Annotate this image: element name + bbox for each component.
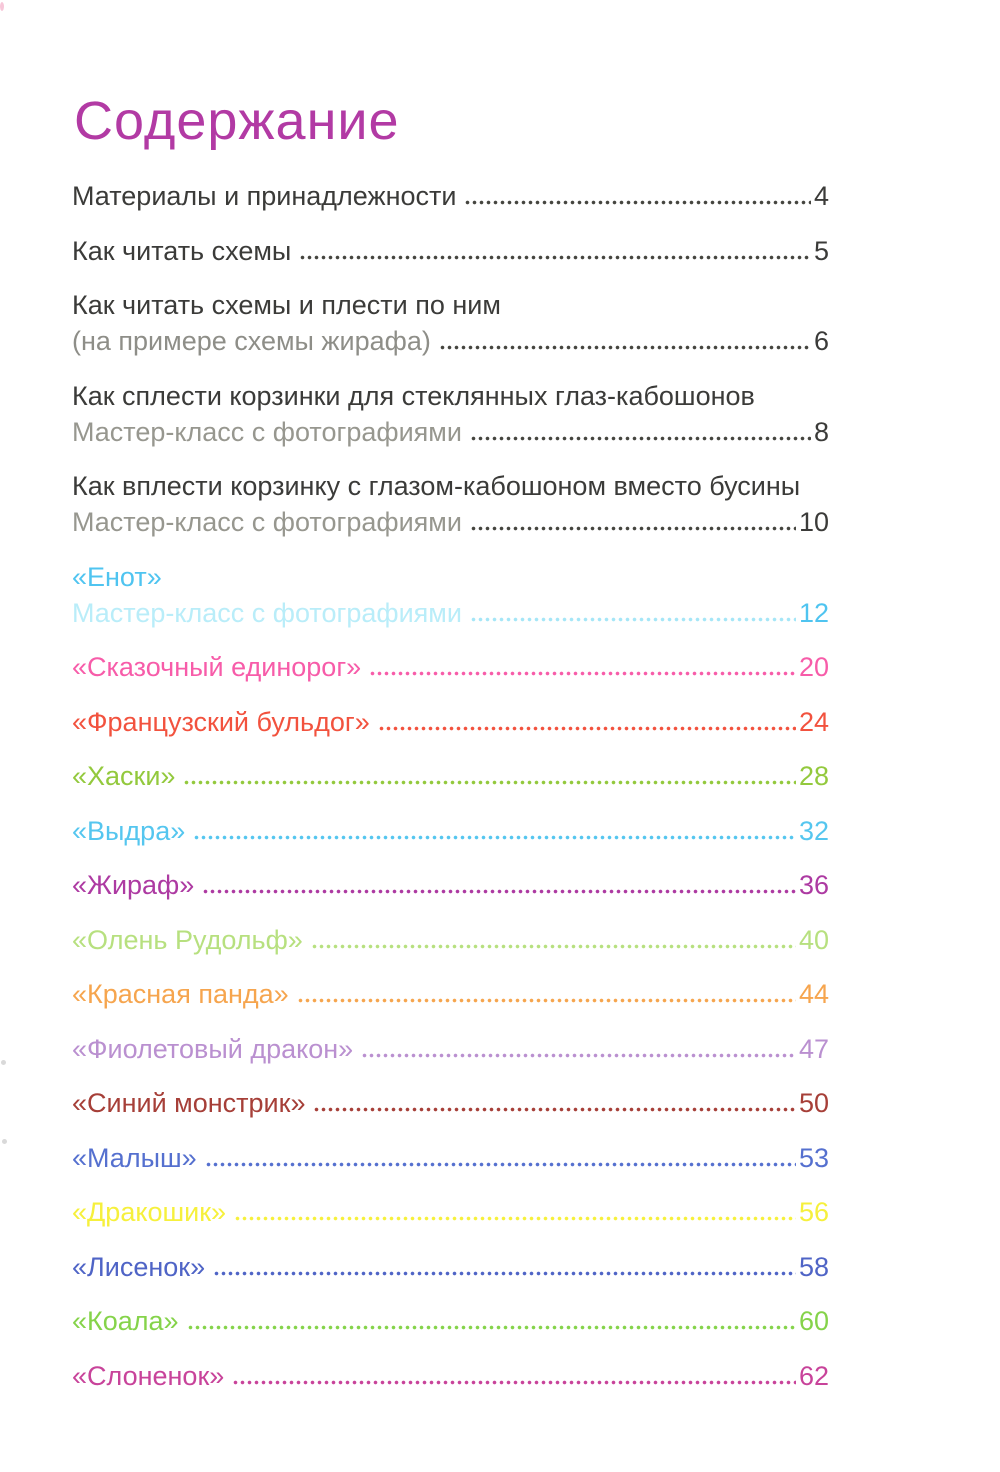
toc-entry-page-number: 47 bbox=[798, 1033, 829, 1064]
toc-entry-page-number: 62 bbox=[798, 1360, 829, 1391]
dotted-leader bbox=[312, 944, 796, 949]
toc-entry-page-number: 10 bbox=[798, 507, 829, 538]
toc-entry-title-line bbox=[72, 1251, 829, 1284]
toc-entry-title-line bbox=[72, 651, 829, 684]
toc-entry-subtitle-line bbox=[72, 506, 829, 539]
toc-entry-subtitle-line bbox=[72, 416, 829, 449]
toc-entry bbox=[72, 470, 829, 539]
toc-entry bbox=[72, 924, 829, 957]
toc-entry-page-number: 20 bbox=[798, 652, 829, 683]
toc-entry-title: «Синий монстрик» bbox=[72, 1088, 306, 1119]
dotted-leader bbox=[471, 436, 811, 441]
dotted-leader bbox=[314, 1107, 795, 1112]
toc-entry-page-number: 36 bbox=[798, 870, 829, 901]
toc-list bbox=[72, 180, 829, 1393]
toc-entry-title: «Дракошик» bbox=[72, 1197, 227, 1228]
dotted-leader bbox=[298, 998, 796, 1003]
toc-entry-title: «Енот» bbox=[72, 561, 162, 592]
toc-entry-subtitle: Мастер-класс с фотографиями bbox=[72, 507, 462, 538]
dotted-leader bbox=[465, 200, 811, 205]
dotted-leader bbox=[206, 1162, 796, 1167]
toc-entry-subtitle: (на примере схемы жирафа) bbox=[72, 326, 431, 357]
toc-entry bbox=[72, 651, 829, 684]
toc-entry bbox=[72, 235, 829, 268]
toc-entry-title-line bbox=[72, 380, 829, 413]
dotted-leader bbox=[233, 1380, 796, 1385]
toc-entry bbox=[72, 1142, 829, 1175]
dotted-leader bbox=[235, 1216, 796, 1221]
toc-entry-page-number: 24 bbox=[798, 706, 829, 737]
toc-entry-page-number: 6 bbox=[813, 326, 829, 357]
toc-entry-title: «Олень Рудольф» bbox=[72, 924, 303, 955]
toc-entry bbox=[72, 380, 829, 449]
dotted-leader bbox=[194, 835, 796, 840]
toc-entry bbox=[72, 1360, 829, 1393]
toc-entry-page-number: 40 bbox=[798, 924, 829, 955]
toc-entry-title: Как читать схемы bbox=[72, 235, 292, 266]
toc-entry-title-line bbox=[72, 978, 829, 1011]
toc-entry bbox=[72, 815, 829, 848]
toc-entry-title: «Малыш» bbox=[72, 1142, 197, 1173]
toc-entry-page-number: 50 bbox=[798, 1088, 829, 1119]
dotted-leader bbox=[370, 671, 796, 676]
toc-entry-page-number: 56 bbox=[798, 1197, 829, 1228]
toc-page bbox=[72, 0, 829, 1414]
toc-entry-title-line bbox=[72, 760, 829, 793]
toc-entry-page-number: 32 bbox=[798, 815, 829, 846]
toc-entry-title: «Коала» bbox=[72, 1306, 179, 1337]
scan-artifact bbox=[1, 1060, 6, 1065]
toc-entry bbox=[72, 1087, 829, 1120]
toc-entry-page-number: 44 bbox=[798, 979, 829, 1010]
toc-entry-title: Как сплести корзинки для стеклянных глаз-кабошонов bbox=[72, 380, 755, 411]
toc-entry-title: Как вплести корзинку с глазом-кабошоном вместо бусины bbox=[72, 471, 801, 502]
toc-entry-subtitle-line bbox=[72, 325, 829, 358]
toc-entry-page-number: 4 bbox=[813, 181, 829, 212]
toc-entry bbox=[72, 1251, 829, 1284]
toc-entry bbox=[72, 1033, 829, 1066]
toc-entry bbox=[72, 180, 829, 213]
toc-entry-title-line bbox=[72, 1360, 829, 1393]
toc-entry-title: «Выдра» bbox=[72, 815, 186, 846]
toc-entry-title-line bbox=[72, 470, 829, 503]
toc-entry-page-number: 58 bbox=[798, 1251, 829, 1282]
toc-entry-page-number: 5 bbox=[813, 235, 829, 266]
scan-artifact bbox=[0, 2, 4, 11]
toc-entry-title: Материалы и принадлежности bbox=[72, 181, 457, 212]
dotted-leader bbox=[379, 726, 796, 731]
dotted-leader bbox=[214, 1271, 796, 1276]
dotted-leader bbox=[203, 889, 796, 894]
dotted-leader bbox=[184, 780, 796, 785]
toc-entry-page-number: 8 bbox=[813, 416, 829, 447]
toc-entry-title-line bbox=[72, 235, 829, 268]
toc-entry-title-line bbox=[72, 180, 829, 213]
toc-entry bbox=[72, 869, 829, 902]
toc-entry-page-number: 60 bbox=[798, 1306, 829, 1337]
toc-entry-title: «Лисенок» bbox=[72, 1251, 206, 1282]
toc-entry-title: «Фиолетовый дракон» bbox=[72, 1033, 354, 1064]
toc-entry bbox=[72, 561, 829, 630]
scan-artifact bbox=[2, 1139, 7, 1144]
toc-entry-title-line bbox=[72, 1142, 829, 1175]
toc-entry-title-line bbox=[72, 1305, 829, 1338]
toc-entry bbox=[72, 1305, 829, 1338]
toc-entry-title-line bbox=[72, 815, 829, 848]
toc-entry-title-line bbox=[72, 561, 829, 594]
dotted-leader bbox=[440, 345, 811, 350]
toc-entry-subtitle-line bbox=[72, 597, 829, 630]
toc-entry-title: «Жираф» bbox=[72, 870, 195, 901]
toc-entry-title: «Хаски» bbox=[72, 761, 176, 792]
toc-entry bbox=[72, 760, 829, 793]
toc-entry-title-line bbox=[72, 289, 829, 322]
toc-entry-subtitle: Мастер-класс с фотографиями bbox=[72, 597, 462, 628]
toc-entry-title: «Сказочный единорог» bbox=[72, 652, 362, 683]
toc-entry-title: «Красная панда» bbox=[72, 979, 289, 1010]
dotted-leader bbox=[300, 255, 811, 260]
toc-entry bbox=[72, 706, 829, 739]
toc-entry bbox=[72, 289, 829, 358]
toc-entry-title-line bbox=[72, 1087, 829, 1120]
toc-entry-title-line bbox=[72, 924, 829, 957]
toc-entry bbox=[72, 1196, 829, 1229]
toc-entry-title-line bbox=[72, 869, 829, 902]
dotted-leader bbox=[471, 617, 796, 622]
toc-entry-title-line bbox=[72, 1196, 829, 1229]
toc-entry-title: «Французский бульдог» bbox=[72, 706, 370, 737]
dotted-leader bbox=[188, 1325, 796, 1330]
page-title: Содержание bbox=[74, 91, 400, 151]
toc-entry-title: «Слоненок» bbox=[72, 1360, 225, 1391]
dotted-leader bbox=[471, 526, 796, 531]
toc-entry-title-line bbox=[72, 1033, 829, 1066]
dotted-leader bbox=[362, 1053, 796, 1058]
toc-entry-subtitle: Мастер-класс с фотографиями bbox=[72, 416, 462, 447]
toc-entry-page-number: 28 bbox=[798, 761, 829, 792]
toc-entry-page-number: 53 bbox=[798, 1142, 829, 1173]
toc-entry bbox=[72, 978, 829, 1011]
toc-entry-page-number: 12 bbox=[798, 597, 829, 628]
toc-entry-title: Как читать схемы и плести по ним bbox=[72, 290, 501, 321]
toc-entry-title-line bbox=[72, 706, 829, 739]
